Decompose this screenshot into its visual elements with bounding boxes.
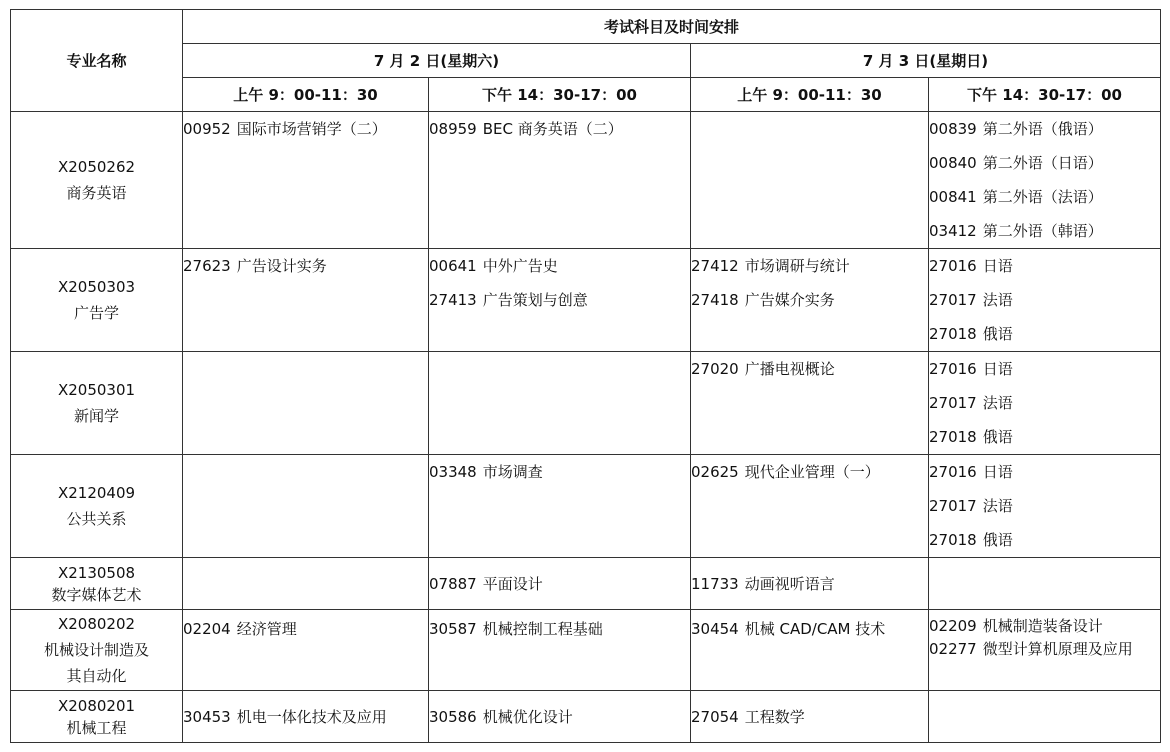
course-name: 第二外语（日语）	[982, 154, 1103, 172]
course-entry	[929, 180, 1160, 214]
major-name-line1: 机械设计制造及	[43, 641, 149, 659]
course-name: 俄语	[982, 428, 1013, 446]
course-name: 日语	[982, 463, 1013, 481]
course-entry	[691, 612, 928, 646]
course-name: 机械优化设计	[482, 707, 573, 726]
course-code: 02625	[691, 463, 739, 481]
course-entry	[929, 146, 1160, 180]
course-code: 27016	[929, 463, 977, 481]
course-name: 广告设计实务	[236, 257, 327, 275]
table-row	[11, 610, 1161, 691]
day2-pm-cell	[929, 455, 1161, 558]
course-name: 广告媒介实务	[744, 291, 835, 309]
day2-pm-cell	[929, 249, 1161, 352]
major-code: X2080202	[57, 615, 136, 633]
course-entry	[691, 567, 928, 601]
course-entry	[929, 523, 1160, 557]
course-code: 27018	[929, 325, 977, 343]
course-code: 02209	[929, 617, 977, 635]
day1-pm-cell	[429, 691, 691, 743]
table-row	[11, 455, 1161, 558]
course-name: 俄语	[982, 531, 1013, 549]
course-entry	[929, 214, 1160, 248]
course-entry	[929, 612, 1160, 640]
course-code: 27017	[929, 497, 977, 515]
course-entry	[929, 249, 1160, 283]
day1-am-cell	[183, 558, 429, 610]
course-entry	[183, 112, 428, 146]
major-cell	[11, 610, 183, 691]
course-code: 03348	[429, 463, 477, 481]
day1-pm-cell	[429, 112, 691, 249]
major-cell	[11, 691, 183, 743]
course-entry	[929, 640, 1160, 658]
exam-schedule-table	[10, 9, 1161, 743]
course-code: 27418	[691, 291, 739, 309]
table-row	[11, 691, 1161, 743]
major-code: X2050303	[57, 278, 136, 296]
course-name: 现代企业管理（一）	[744, 463, 880, 481]
course-code: 27017	[929, 291, 977, 309]
course-name: 广播电视概论	[744, 360, 835, 378]
major-code: X2050301	[57, 381, 136, 399]
course-entry	[429, 283, 690, 317]
course-name: 机械 CAD/CAM 技术	[744, 620, 886, 638]
schedule-title: 考试科目及时间安排	[183, 10, 1161, 44]
day1-am-cell	[183, 352, 429, 455]
course-name: 日语	[982, 257, 1013, 275]
day2-am-cell	[691, 455, 929, 558]
course-entry	[429, 700, 690, 734]
course-name: 工程数学	[744, 707, 805, 726]
day1-pm-cell	[429, 455, 691, 558]
course-name: 市场调查	[482, 463, 543, 481]
day1-am-header: 上午 9：00-11：30	[183, 78, 429, 112]
course-code: 11733	[691, 574, 739, 593]
major-name: 机械工程	[66, 718, 127, 737]
course-entry	[929, 283, 1160, 317]
table-row	[11, 558, 1161, 610]
course-entry	[691, 455, 928, 489]
major-cell	[11, 558, 183, 610]
major-cell	[11, 112, 183, 249]
course-code: 27413	[429, 291, 477, 309]
course-name: 第二外语（法语）	[982, 188, 1103, 206]
day2-am-cell	[691, 558, 929, 610]
day2-am-cell	[691, 352, 929, 455]
course-entry	[929, 352, 1160, 386]
major-cell	[11, 455, 183, 558]
course-entry	[929, 317, 1160, 351]
major-cell	[11, 249, 183, 352]
course-entry	[929, 386, 1160, 420]
day2-pm-cell	[929, 352, 1161, 455]
course-name: 法语	[982, 291, 1013, 309]
course-entry	[429, 567, 690, 601]
course-name: 法语	[982, 497, 1013, 515]
course-entry	[929, 455, 1160, 489]
course-name: 动画视听语言	[744, 574, 835, 593]
course-name: 广告策划与创意	[482, 291, 588, 309]
course-code: 27018	[929, 531, 977, 549]
course-name: 机械制造装备设计	[982, 617, 1103, 635]
major-code: X2130508	[57, 563, 136, 582]
course-entry	[429, 612, 690, 646]
major-name: 新闻学	[73, 407, 119, 425]
course-code: 27623	[183, 257, 231, 275]
course-code: 27016	[929, 257, 977, 275]
major-name-line2: 其自动化	[66, 667, 127, 685]
course-code: 00839	[929, 120, 977, 138]
major-code: X2080201	[57, 696, 136, 715]
course-code: 27017	[929, 394, 977, 412]
course-name: 日语	[982, 360, 1013, 378]
day2-pm-cell	[929, 691, 1161, 743]
course-code: 03412	[929, 222, 977, 240]
day2-am-header: 上午 9：00-11：30	[691, 78, 929, 112]
course-entry	[183, 249, 428, 283]
course-code: 30586	[429, 707, 477, 726]
major-name-header: 专业名称	[11, 10, 183, 112]
course-name: 市场调研与统计	[744, 257, 850, 275]
course-code: 00952	[183, 120, 231, 138]
table-row	[11, 352, 1161, 455]
course-entry	[429, 455, 690, 489]
course-code: 07887	[429, 574, 477, 593]
major-name: 公共关系	[66, 510, 127, 528]
course-code: 02277	[929, 640, 977, 658]
course-name: 机电一体化技术及应用	[236, 707, 387, 726]
course-entry	[691, 352, 928, 386]
course-entry	[929, 112, 1160, 146]
course-code: 08959	[429, 120, 477, 138]
day2-am-cell	[691, 249, 929, 352]
course-name: 中外广告史	[482, 257, 558, 275]
course-name: BEC 商务英语（二）	[482, 120, 623, 138]
major-code: X2120409	[57, 484, 136, 502]
course-name: 机械控制工程基础	[482, 620, 603, 638]
course-entry	[691, 700, 928, 734]
course-code: 27020	[691, 360, 739, 378]
course-entry	[429, 112, 690, 146]
course-entry	[929, 489, 1160, 523]
table-row	[11, 249, 1161, 352]
course-entry	[691, 283, 928, 317]
course-code: 00641	[429, 257, 477, 275]
day1-am-cell	[183, 455, 429, 558]
major-name: 商务英语	[66, 184, 127, 202]
course-code: 27016	[929, 360, 977, 378]
day2-am-cell	[691, 691, 929, 743]
course-code: 00840	[929, 154, 977, 172]
course-entry	[429, 249, 690, 283]
course-name: 经济管理	[236, 620, 297, 638]
course-entry	[929, 420, 1160, 454]
course-code: 30454	[691, 620, 739, 638]
table-row	[11, 112, 1161, 249]
course-name: 俄语	[982, 325, 1013, 343]
day2-pm-header: 下午 14：30-17：00	[929, 78, 1161, 112]
course-name: 国际市场营销学（二）	[236, 120, 387, 138]
day2-header: 7 月 3 日(星期日)	[691, 44, 1161, 78]
day2-am-cell	[691, 112, 929, 249]
day2-pm-cell	[929, 112, 1161, 249]
day1-pm-cell	[429, 352, 691, 455]
major-name: 数字媒体艺术	[51, 585, 142, 604]
day2-am-cell	[691, 610, 929, 691]
course-name: 第二外语（俄语）	[982, 120, 1103, 138]
day2-pm-cell	[929, 610, 1161, 691]
course-name: 平面设计	[482, 574, 543, 593]
day1-am-cell	[183, 610, 429, 691]
day1-pm-cell	[429, 558, 691, 610]
day1-am-cell	[183, 112, 429, 249]
day1-am-cell	[183, 249, 429, 352]
course-name: 第二外语（韩语）	[982, 222, 1103, 240]
course-code: 30453	[183, 707, 231, 726]
course-code: 30587	[429, 620, 477, 638]
course-code: 27412	[691, 257, 739, 275]
course-code: 27018	[929, 428, 977, 446]
course-entry	[183, 612, 428, 646]
day1-pm-cell	[429, 610, 691, 691]
course-entry	[183, 700, 428, 734]
course-code: 02204	[183, 620, 231, 638]
major-code: X2050262	[57, 158, 136, 176]
major-name: 广告学	[73, 304, 119, 322]
course-code: 00841	[929, 188, 977, 206]
day1-header: 7 月 2 日(星期六)	[183, 44, 691, 78]
major-cell	[11, 352, 183, 455]
day2-pm-cell	[929, 558, 1161, 610]
course-code: 27054	[691, 707, 739, 726]
course-name: 法语	[982, 394, 1013, 412]
day1-pm-cell	[429, 249, 691, 352]
course-entry	[691, 249, 928, 283]
day1-am-cell	[183, 691, 429, 743]
course-name: 微型计算机原理及应用	[982, 640, 1133, 658]
day1-pm-header: 下午 14：30-17：00	[429, 78, 691, 112]
